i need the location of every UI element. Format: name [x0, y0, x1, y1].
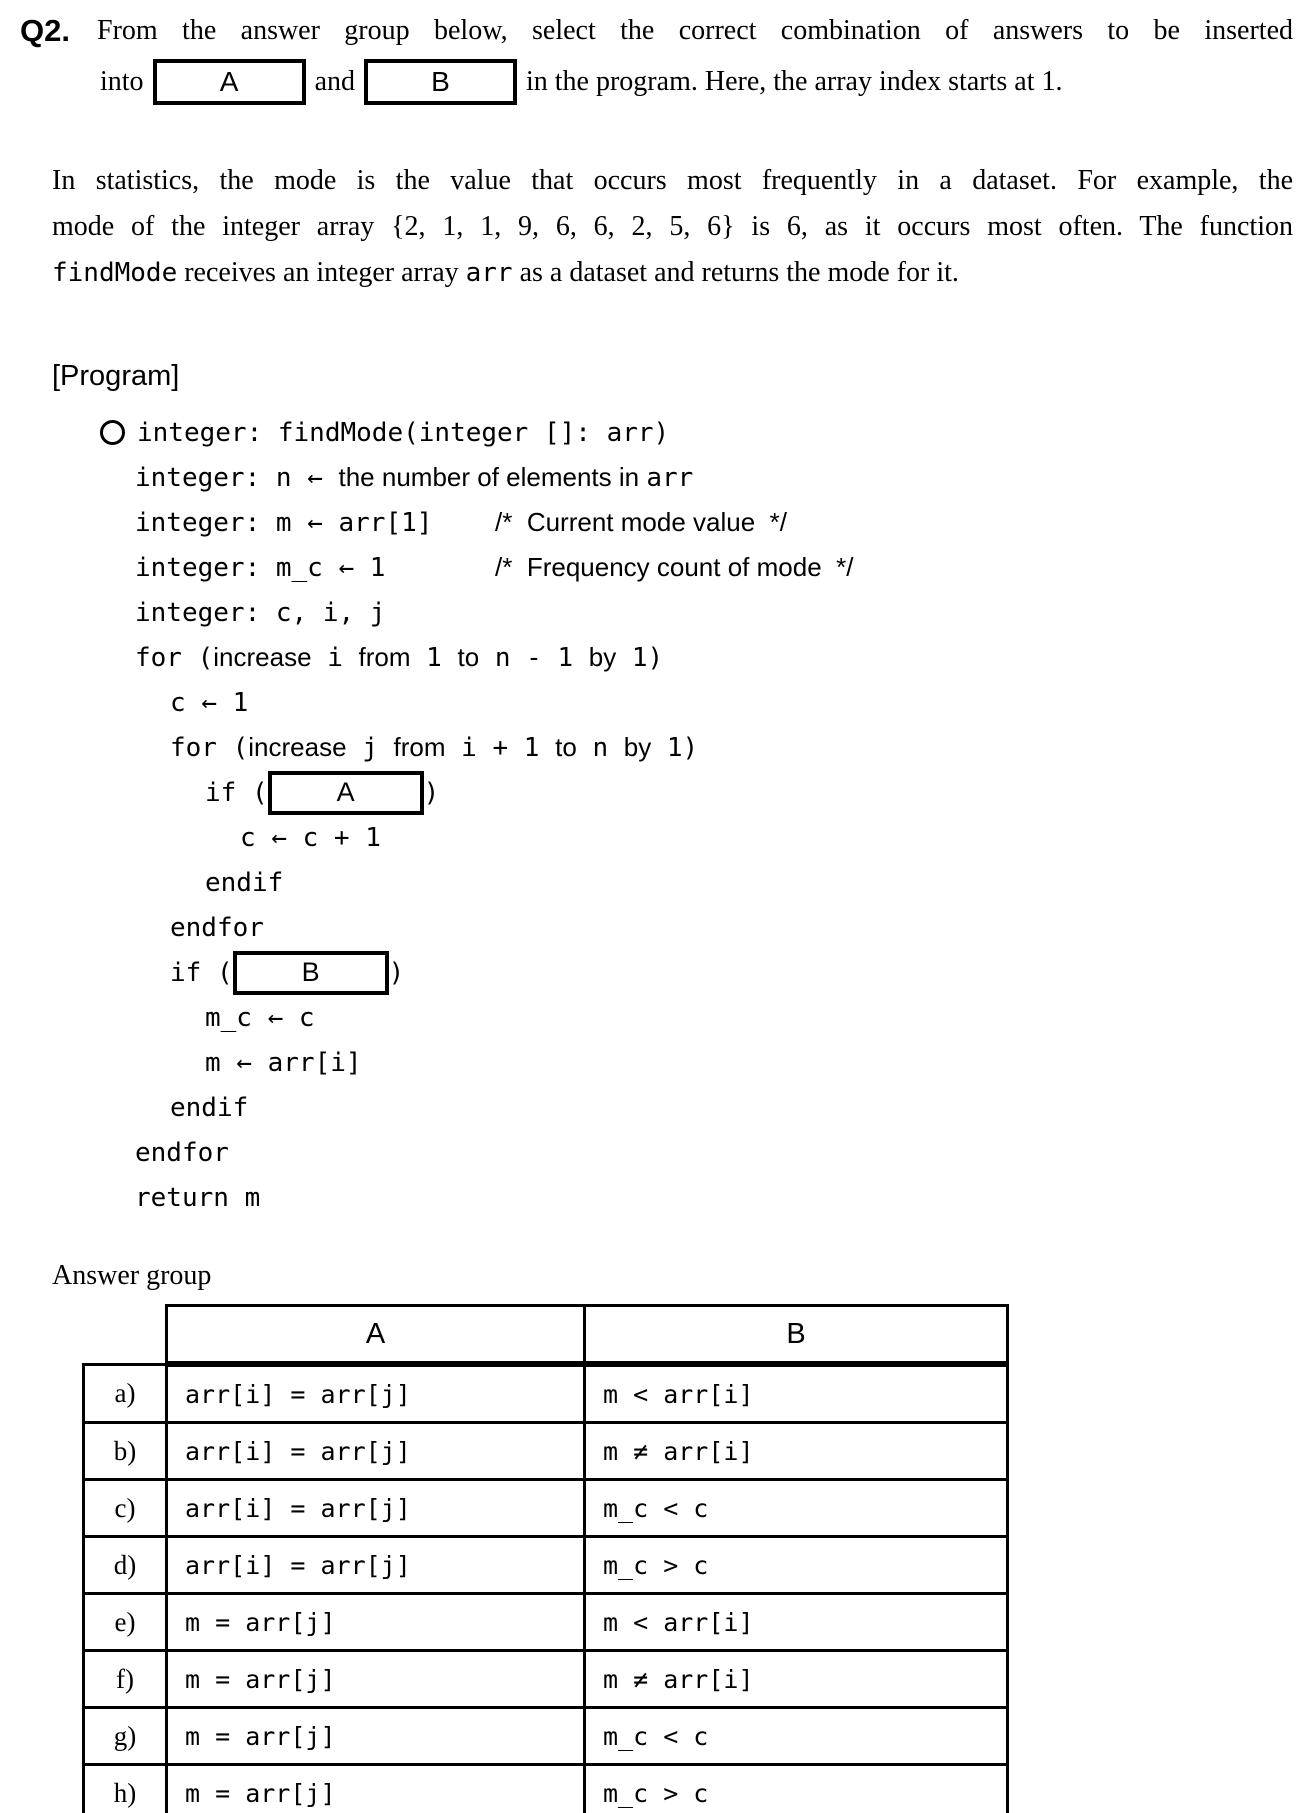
answer-option-label: e) [84, 1594, 167, 1651]
answer-option-label: h) [84, 1765, 167, 1813]
answer-value-b: m < arr[i] [585, 1594, 1008, 1651]
code-prose-text: the number of elements in [338, 462, 647, 492]
code-text: integer: findMode(integer []: arr) [137, 417, 670, 448]
code-line-13 [0, 950, 1298, 995]
code-text: n [576, 732, 624, 763]
code-line-18 [0, 1175, 1298, 1220]
answer-option-label: b) [84, 1423, 167, 1480]
intro-line3-text1: receives an integer array [177, 257, 466, 288]
answer-row-h [84, 1765, 1008, 1813]
code-line-2 [0, 455, 1298, 500]
code-text: if ( [170, 957, 233, 988]
code-text: integer: m_c ← 1 [135, 552, 496, 583]
code-prose-text: to [457, 642, 480, 672]
code-line-7 [0, 680, 1298, 725]
function-marker-circle-icon [100, 420, 125, 445]
code-line-3 [0, 500, 1298, 545]
code-line-12 [0, 905, 1298, 950]
answer-value-b: m_c < c [585, 1708, 1008, 1765]
code-line-17 [0, 1130, 1298, 1175]
answer-value-a: arr[i] = arr[j] [167, 1480, 585, 1537]
answer-table-col-b-header: B [585, 1306, 1008, 1365]
code-text: j [346, 732, 394, 763]
answer-value-a: arr[i] = arr[j] [167, 1537, 585, 1594]
answer-value-a: m = arr[j] [167, 1708, 585, 1765]
question-number: Q2. [20, 13, 70, 48]
blank-a-box [153, 59, 306, 105]
code-text: arr [646, 462, 694, 493]
blank-b-label: B [431, 66, 450, 97]
program-blank-a-box [268, 771, 424, 815]
answer-row-c [84, 1480, 1008, 1537]
answer-value-a: m = arr[j] [167, 1765, 585, 1813]
code-prose-text: from [358, 642, 411, 672]
answer-value-a: arr[i] = arr[j] [167, 1364, 585, 1423]
answer-table-corner-cell [84, 1306, 167, 1365]
code-text: endif [170, 1092, 249, 1123]
answer-row-e [84, 1594, 1008, 1651]
program-code-block [0, 410, 1298, 1220]
code-line-14 [0, 995, 1298, 1040]
answer-value-b: m_c > c [585, 1537, 1008, 1594]
code-text: integer: m ← arr[1] [135, 507, 496, 538]
question-into-text: into [100, 66, 144, 97]
answer-row-g [84, 1708, 1008, 1765]
code-line-1 [0, 410, 1298, 455]
code-prose-text: increase [248, 732, 347, 762]
code-text: ) [388, 957, 405, 988]
code-text: for ( [135, 642, 214, 673]
code-text: i [311, 642, 359, 673]
answer-value-b: m_c < c [585, 1480, 1008, 1537]
code-text: i + 1 [445, 732, 556, 763]
code-prose-text: by [623, 732, 652, 762]
code-text: c ← 1 [170, 687, 249, 718]
code-line-9 [0, 770, 1298, 815]
code-line-8 [0, 725, 1298, 770]
answer-row-f [84, 1651, 1008, 1708]
code-prose-text: /* Frequency count of mode */ [495, 552, 854, 582]
code-line-10 [0, 815, 1298, 860]
intro-line3-text2: as a dataset and returns the mode for it. [512, 257, 959, 288]
intro-line3 [52, 250, 1293, 296]
code-text: integer: n ← [135, 462, 339, 493]
answer-value-a: arr[i] = arr[j] [167, 1423, 585, 1480]
code-prose-text: from [393, 732, 446, 762]
code-line-11 [0, 860, 1298, 905]
code-text: endfor [170, 912, 264, 943]
question-line2-rest: in the program. Here, the array index starts at 1. [526, 66, 1063, 97]
code-text: 1) [616, 642, 664, 673]
code-text: endif [205, 867, 284, 898]
question-text-line2 [100, 58, 1062, 106]
code-text: for ( [170, 732, 249, 763]
code-prose-text: to [555, 732, 577, 762]
answer-value-b: m ≠ arr[i] [585, 1651, 1008, 1708]
answer-option-label: c) [84, 1480, 167, 1537]
answer-value-b: m_c > c [585, 1765, 1008, 1813]
answer-value-b: m ≠ arr[i] [585, 1423, 1008, 1480]
code-prose-text: by [588, 642, 617, 672]
code-text: if ( [205, 777, 268, 808]
answer-table-col-a-header: A [167, 1306, 585, 1365]
code-text: n - 1 [479, 642, 589, 673]
answer-option-label: a) [84, 1364, 167, 1423]
code-prose-text: increase [213, 642, 312, 672]
answer-option-label: g) [84, 1708, 167, 1765]
answer-group-table [82, 1304, 1009, 1813]
program-blank-b-label: B [301, 957, 320, 987]
program-blank-a-label: A [336, 777, 355, 807]
code-text: integer: c, i, j [135, 597, 386, 628]
blank-a-label: A [219, 66, 239, 97]
answer-option-label: d) [84, 1537, 167, 1594]
program-blank-b-box [233, 951, 389, 995]
intro-paragraph [52, 158, 1293, 296]
code-text: m_c ← c [205, 1002, 315, 1033]
code-line-16 [0, 1085, 1298, 1130]
answer-table-header-row [84, 1306, 1008, 1365]
code-prose-text: /* Current mode value */ [495, 507, 787, 537]
code-text: 1) [651, 732, 699, 763]
intro-findmode-code: findMode [52, 258, 178, 288]
answer-group-heading: Answer group [52, 1260, 212, 1291]
code-text: return m [135, 1182, 261, 1213]
code-line-6 [0, 635, 1298, 680]
answer-row-b [84, 1423, 1008, 1480]
answer-value-b: m < arr[i] [585, 1364, 1008, 1423]
code-line-4 [0, 545, 1298, 590]
program-heading: [Program] [52, 360, 180, 392]
code-text: m ← arr[i] [205, 1047, 362, 1078]
answer-row-a [84, 1364, 1008, 1423]
code-line-5 [0, 590, 1298, 635]
code-text: ) [423, 777, 440, 808]
intro-arr-code: arr [465, 258, 513, 288]
code-text: endfor [135, 1137, 229, 1168]
answer-option-label: f) [84, 1651, 167, 1708]
answer-value-a: m = arr[j] [167, 1594, 585, 1651]
intro-line2: mode of the integer array {2, 1, 1, 9, 6, 6, 2, 5, 6} is 6, as it occurs most often. The function [52, 211, 1293, 242]
answer-value-a: m = arr[j] [167, 1651, 585, 1708]
intro-line1: In statistics, the mode is the value that occurs most frequently in a dataset. For example, the [52, 165, 1293, 196]
code-line-15 [0, 1040, 1298, 1085]
question-text-line1: From the answer group below, select the correct combination of answers to be inserted [97, 15, 1293, 46]
answer-row-d [84, 1537, 1008, 1594]
code-text: 1 [410, 642, 458, 673]
question-and-text: and [314, 66, 355, 97]
blank-b-box [364, 59, 517, 105]
code-text: c ← c + 1 [240, 822, 381, 853]
